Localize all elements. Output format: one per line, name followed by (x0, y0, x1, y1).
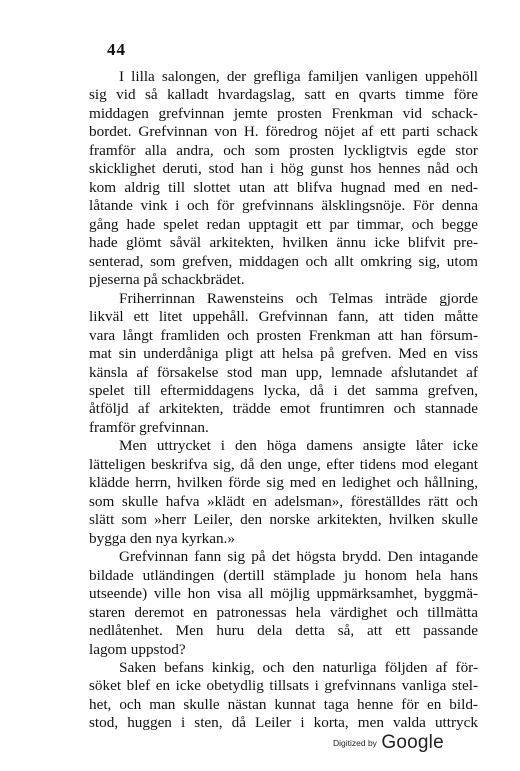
text-line: Saken befans kinkig, och den naturliga följden af för- (119, 659, 478, 676)
text-line: som skulle hafva »klädt en adelsman», föreställdes rätt och (89, 492, 478, 510)
text-line: staren deremot en patronessas hela värdighet och tillmätta (89, 603, 478, 621)
text-line: känsla af försakelse stod man upp, lemnade afslutandet af (89, 363, 478, 381)
text-line: stod, huggen i sten, då Leiler i korta, men valda uttryck (89, 714, 478, 732)
text-line: sig vid så kalladt hvardagslag, satt en qvarts timme före (89, 86, 478, 104)
text-line: gång hade spelet redan upptagit ett par timmar, och begge (89, 215, 478, 233)
text-line: het, och man skulle nästan kunnat taga henne för en bild- (89, 695, 478, 713)
google-logo-text: Google (381, 732, 444, 753)
digitized-by-label: Digitized by (333, 738, 377, 748)
text-line: framför alla andra, och som prosten lyckligtvis egde stor (89, 141, 478, 159)
text-line: Friherrinnan Rawensteins och Telmas inträde gjorde (119, 289, 478, 307)
text-line: I lilla salongen, der grefliga familjen vanligen uppehöll (119, 68, 478, 85)
text-line: nedlåtenhet. Men huru dela detta så, att ett passande (89, 622, 478, 640)
page-number: 44 (107, 40, 126, 59)
text-line: framför grefvinnan. (89, 418, 209, 436)
text-line: slätt som »herr Leiler, den norske arkitekten, hvilken skulle (89, 511, 478, 529)
text-line: bildade utländingen (dertill stämplade ju honom hela hans (89, 566, 478, 584)
text-line: lagom uppstod? (89, 640, 186, 658)
text-line: mat sin underdåniga pligt att helsa på grefven. Med en viss (89, 345, 478, 363)
text-line: skicklighet deruti, stod han i hög gunst hos hennes nåd och (89, 160, 478, 178)
text-line: pjeserna på schackbrädet. (89, 271, 245, 289)
text-line: bygga den nya kyrkan.» (89, 529, 235, 547)
digitized-by-watermark (333, 732, 444, 754)
body-text (89, 68, 478, 733)
text-line: klädde herrn, hvilken förde sig med en ledighet och hållning, (89, 474, 478, 492)
text-line: Men uttrycket i den höga damens ansigte låter icke (119, 437, 478, 455)
text-line: spelet till eftermiddagens lycka, då i det samma grefven, (89, 381, 478, 399)
text-line: åtföljd af arkitekten, trädde emot fruntimren och stannade (89, 400, 478, 418)
text-line: söket blef en icke obetydlig tillsats i grefvinnans vanliga stel- (89, 677, 478, 695)
text-line: vara långt framliden och prosten Frenkman att han försum- (89, 326, 478, 344)
text-line: lätteligen beskrifva sig, då den unge, efter tidens mod elegant (89, 455, 478, 473)
text-line: utseende) ville hon visa all möjlig uppmärksamhet, byggmä- (89, 585, 478, 603)
text-line: låtande vink i och för grefvinnans älsklingsnöje. För denna (89, 197, 478, 215)
text-line: senterad, som grefven, middagen och allt omkring sig, utom (89, 252, 478, 270)
text-line: hade glömt såväl arkitekten, hvilken ännu icke blifvit pre- (89, 234, 478, 252)
text-line: middagen grefvinnan jemte prosten Frenkman vid schack- (89, 104, 478, 122)
text-line: kom aldrig till slottet utan att blifva hugnad med en ned- (89, 178, 478, 196)
text-line: bordet. Grefvinnan von H. föredrog nöjet af ett parti schack (89, 123, 478, 141)
text-line: likväl ett litet uppehåll. Grefvinnan fann, att tiden måtte (89, 308, 478, 326)
text-line: Grefvinnan fann sig på det högsta brydd. Den intagande (119, 548, 478, 566)
